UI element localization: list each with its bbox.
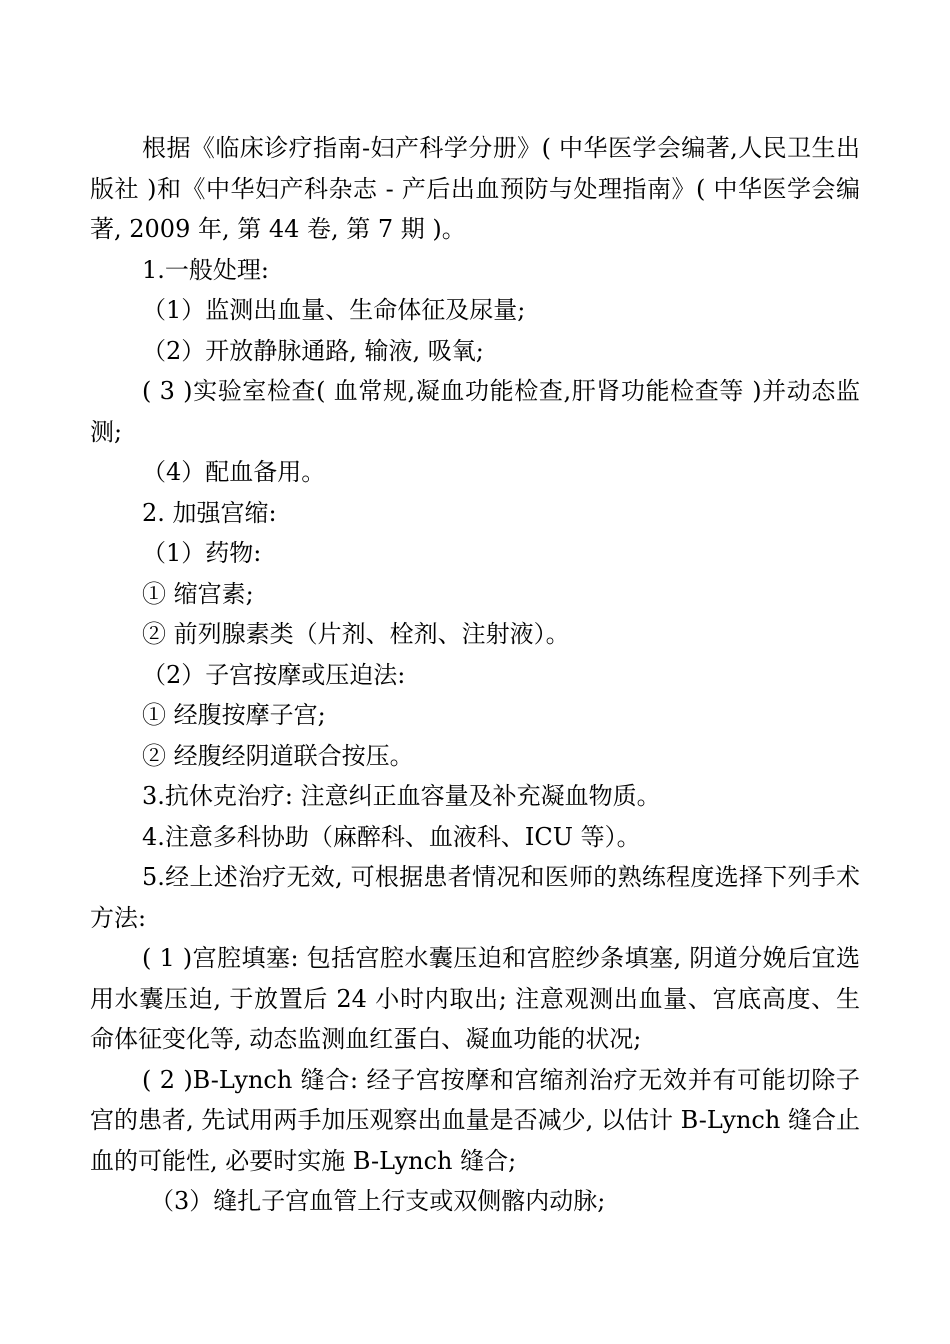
list-item: ① 缩宫素; <box>142 579 254 608</box>
list-item: （4）配血备用。 <box>142 458 326 486</box>
list-item: （1）监测出血量、生命体征及尿量; <box>142 296 526 324</box>
section-1-heading: 1.一般处理: <box>142 255 269 284</box>
list-item: （1）药物: <box>142 539 262 567</box>
list-item: ② 前列腺素类（片剂、栓剂、注射液）。 <box>142 620 570 648</box>
list-item: （2）子宫按摩或压迫法: <box>142 660 406 689</box>
list-item: ② 经腹经阴道联合按压。 <box>142 741 414 770</box>
list-item: （2）开放静脉通路, 输液, 吸氧; <box>142 336 484 365</box>
section-4-paragraph: 4.注意多科协助（麻醉科、血液科、ICU 等）。 <box>142 822 641 851</box>
section-2-heading: 2. 加强宫缩: <box>142 498 277 527</box>
list-item: ( 3 )实验室检查( 血常规,凝血功能检查,肝肾功能检查等 )并动态监测; <box>90 377 860 446</box>
list-item: ( 1 )宫腔填塞: 包括宫腔水囊压迫和宫腔纱条填塞, 阴道分娩后宜选用水囊压迫, 于放置后 24 小时内取出; 注意观测出血量、宫底高度、生命体征变化等, 动态监测血红蛋白、凝血功能的状况; <box>90 944 860 1053</box>
section-5-paragraph: 5.经上述治疗无效, 可根据患者情况和医师的熟练程度选择下列手术方法: <box>90 863 860 932</box>
section-3-paragraph: 3.抗休克治疗: 注意纠正血容量及补充凝血物质。 <box>142 782 661 810</box>
list-item: ① 经腹按摩子宫; <box>142 701 326 729</box>
document-body <box>90 128 860 1222</box>
list-item: ( 2 )B-Lynch 缝合: 经子宫按摩和宫缩剂治疗无效并有可能切除子宫的患者, 先试用两手加压观察出血量是否减少, 以估计 B-Lynch 缝合止血的可能性, 必要时实施 B-Lynch 缝合; <box>90 1065 860 1175</box>
list-item: （3）缝扎子宫血管上行支或双侧髂内动脉; <box>150 1187 606 1215</box>
intro-paragraph: 根据《临床诊疗指南-妇产科学分册》( 中华医学会编著,人民卫生出版社 )和《中华妇产科杂志 - 产后出血预防与处理指南》( 中华医学会编著, 2009 年, 第 44 卷, 第 7 期 )。 <box>90 134 860 243</box>
